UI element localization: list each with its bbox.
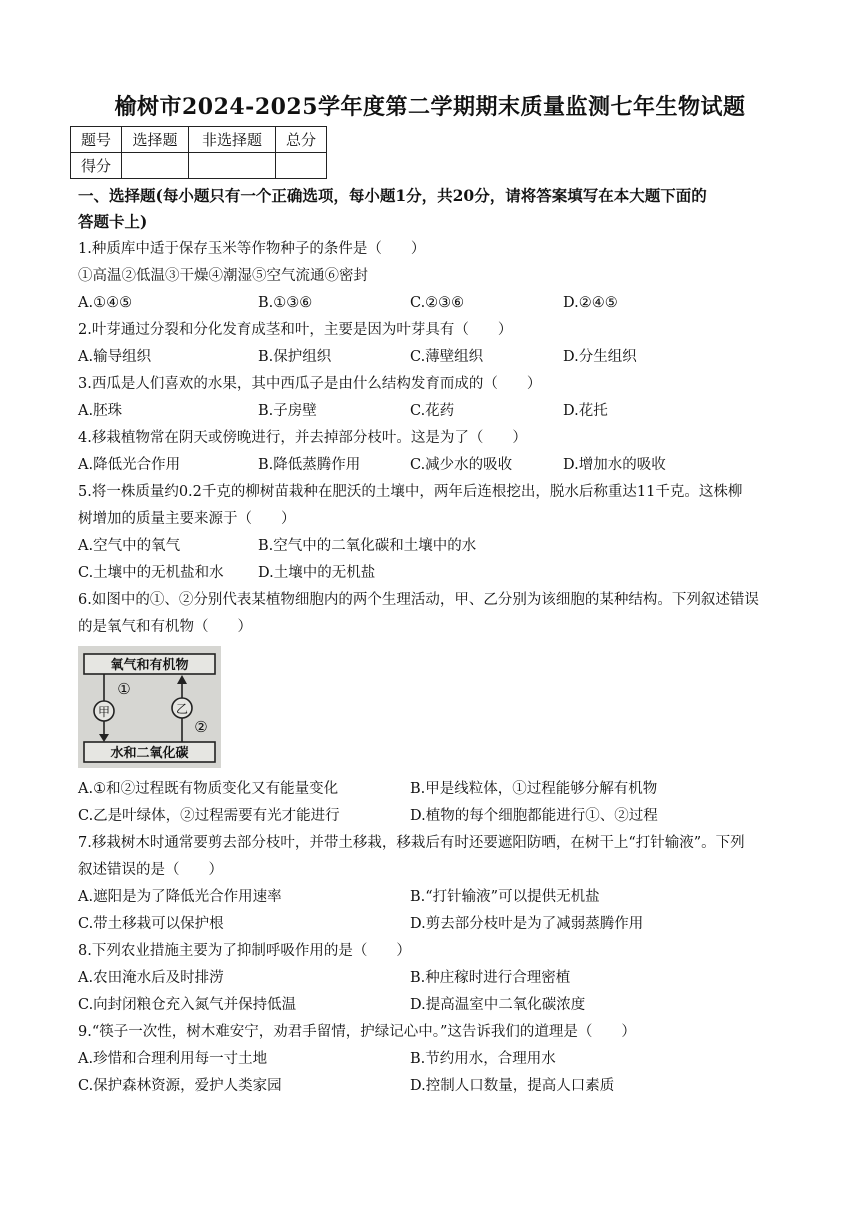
option-b: B.子房壁 [258, 403, 317, 419]
option-c: C.土壤中的无机盐和水 [78, 565, 224, 581]
section-heading: 一、选择题(每小题只有一个正确选项，每小题1分，共20分，请将答案填写在本大题下面的 [78, 186, 707, 205]
question-stem: 的是氧气和有机物（ ） [78, 619, 252, 635]
section-heading: 答题卡上) [78, 212, 148, 231]
option-a: A.降低光合作用 [78, 457, 181, 473]
question-stem: 9.“筷子一次性，树木难安宁，劝君手留情，护绿记心中。”这告诉我们的道理是（ ） [78, 1024, 636, 1040]
top-box-label: 氧气和有机物 [110, 658, 189, 673]
option-a: A.①和②过程既有物质变化又有能量变化 [78, 781, 339, 797]
score-header-cell: 选择题 [122, 127, 189, 153]
question-stem: 5.将一株质量约0.2千克的柳树苗栽种在肥沃的土壤中，两年后连根挖出，脱水后称重达11千克。这株柳 [78, 484, 743, 500]
option-d: D.土壤中的无机盐 [258, 565, 376, 581]
question-stem: 树增加的质量主要来源于（ ） [78, 511, 296, 527]
score-cell[interactable] [276, 153, 327, 179]
score-header-cell: 非选择题 [189, 127, 276, 153]
option-b: B.①③⑥ [258, 295, 313, 311]
option-c: C.带土移栽可以保护根 [78, 916, 224, 932]
cell-process-figure [78, 646, 221, 768]
option-a: A.胚珠 [78, 403, 123, 419]
option-a: A.农田淹水后及时排涝 [78, 970, 224, 986]
option-b: B.空气中的二氧化碳和土壤中的水 [258, 538, 477, 554]
score-cell[interactable] [122, 153, 189, 179]
option-d: D.②④⑤ [563, 295, 618, 311]
option-a: A.珍惜和合理利用每一寸土地 [78, 1051, 268, 1067]
option-d: D.控制人口数量，提高人口素质 [410, 1078, 615, 1094]
option-a: A.①④⑤ [78, 295, 133, 311]
question-stem: 4.移栽植物常在阴天或傍晚进行，并去掉部分枝叶。这是为了（ ） [78, 430, 527, 446]
option-d: D.花托 [563, 403, 608, 419]
option-d: D.增加水的吸收 [563, 457, 666, 473]
option-b: B.“打针输液”可以提供无机盐 [410, 889, 600, 905]
option-c: C.乙是叶绿体，②过程需要有光才能进行 [78, 808, 340, 824]
question-stem: ①高温②低温③干燥④潮湿⑤空气流通⑥密封 [78, 268, 368, 284]
option-d: D.提高温室中二氧化碳浓度 [410, 997, 586, 1013]
option-d: D.植物的每个细胞都能进行①、②过程 [410, 808, 658, 824]
circle-yi-label: 乙 [175, 702, 189, 716]
score-cell[interactable] [189, 153, 276, 179]
score-row-label: 得分 [71, 153, 122, 179]
option-c: C.薄壁组织 [410, 349, 484, 365]
option-c: C.保护森林资源，爱护人类家园 [78, 1078, 282, 1094]
option-c: C.减少水的吸收 [410, 457, 513, 473]
score-table [70, 126, 327, 179]
score-header-cell: 总分 [276, 127, 327, 153]
question-stem: 7.移栽树木时通常要剪去部分枝叶，并带土移栽，移栽后有时还要遮阳防晒，在树干上“打针输液”。下列 [78, 835, 745, 851]
option-b: B.甲是线粒体，①过程能够分解有机物 [410, 781, 658, 797]
option-a: A.遮阳是为了降低光合作用速率 [78, 889, 282, 905]
option-b: B.保护组织 [258, 349, 332, 365]
option-b: B.种庄稼时进行合理密植 [410, 970, 571, 986]
circle-jia-label: 甲 [97, 705, 111, 719]
option-d: D.分生组织 [563, 349, 637, 365]
option-b: B.降低蒸腾作用 [258, 457, 361, 473]
score-table-row [71, 153, 327, 179]
process-2-mark: ② [194, 718, 208, 736]
question-stem: 3.西瓜是人们喜欢的水果，其中西瓜子是由什么结构发育而成的（ ） [78, 376, 542, 392]
option-c: C.②③⑥ [410, 295, 465, 311]
page-title: 榆树市2024-2025学年度第二学期期末质量监测七年生物试题 [114, 94, 746, 120]
process-1-mark: ① [117, 680, 131, 698]
question-stem: 叙述错误的是（ ） [78, 862, 223, 878]
question-stem: 1.种质库中适于保存玉米等作物种子的条件是（ ） [78, 241, 426, 257]
option-a: A.输导组织 [78, 349, 152, 365]
option-b: B.节约用水，合理用水 [410, 1051, 556, 1067]
option-d: D.剪去部分枝叶是为了减弱蒸腾作用 [410, 916, 644, 932]
bottom-box-label: 水和二氧化碳 [110, 746, 189, 761]
option-a: A.空气中的氧气 [78, 538, 181, 554]
score-header-cell: 题号 [71, 127, 122, 153]
option-c: C.向封闭粮仓充入氮气并保持低温 [78, 997, 297, 1013]
question-stem: 8.下列农业措施主要为了抑制呼吸作用的是（ ） [78, 943, 411, 959]
question-stem: 2.叶芽通过分裂和分化发育成茎和叶，主要是因为叶芽具有（ ） [78, 322, 513, 338]
option-c: C.花药 [410, 403, 455, 419]
score-table-header-row [71, 127, 327, 153]
question-stem: 6.如图中的①、②分别代表某植物细胞内的两个生理活动，甲、乙分别为该细胞的某种结构。下列叙述错误 [78, 592, 759, 608]
